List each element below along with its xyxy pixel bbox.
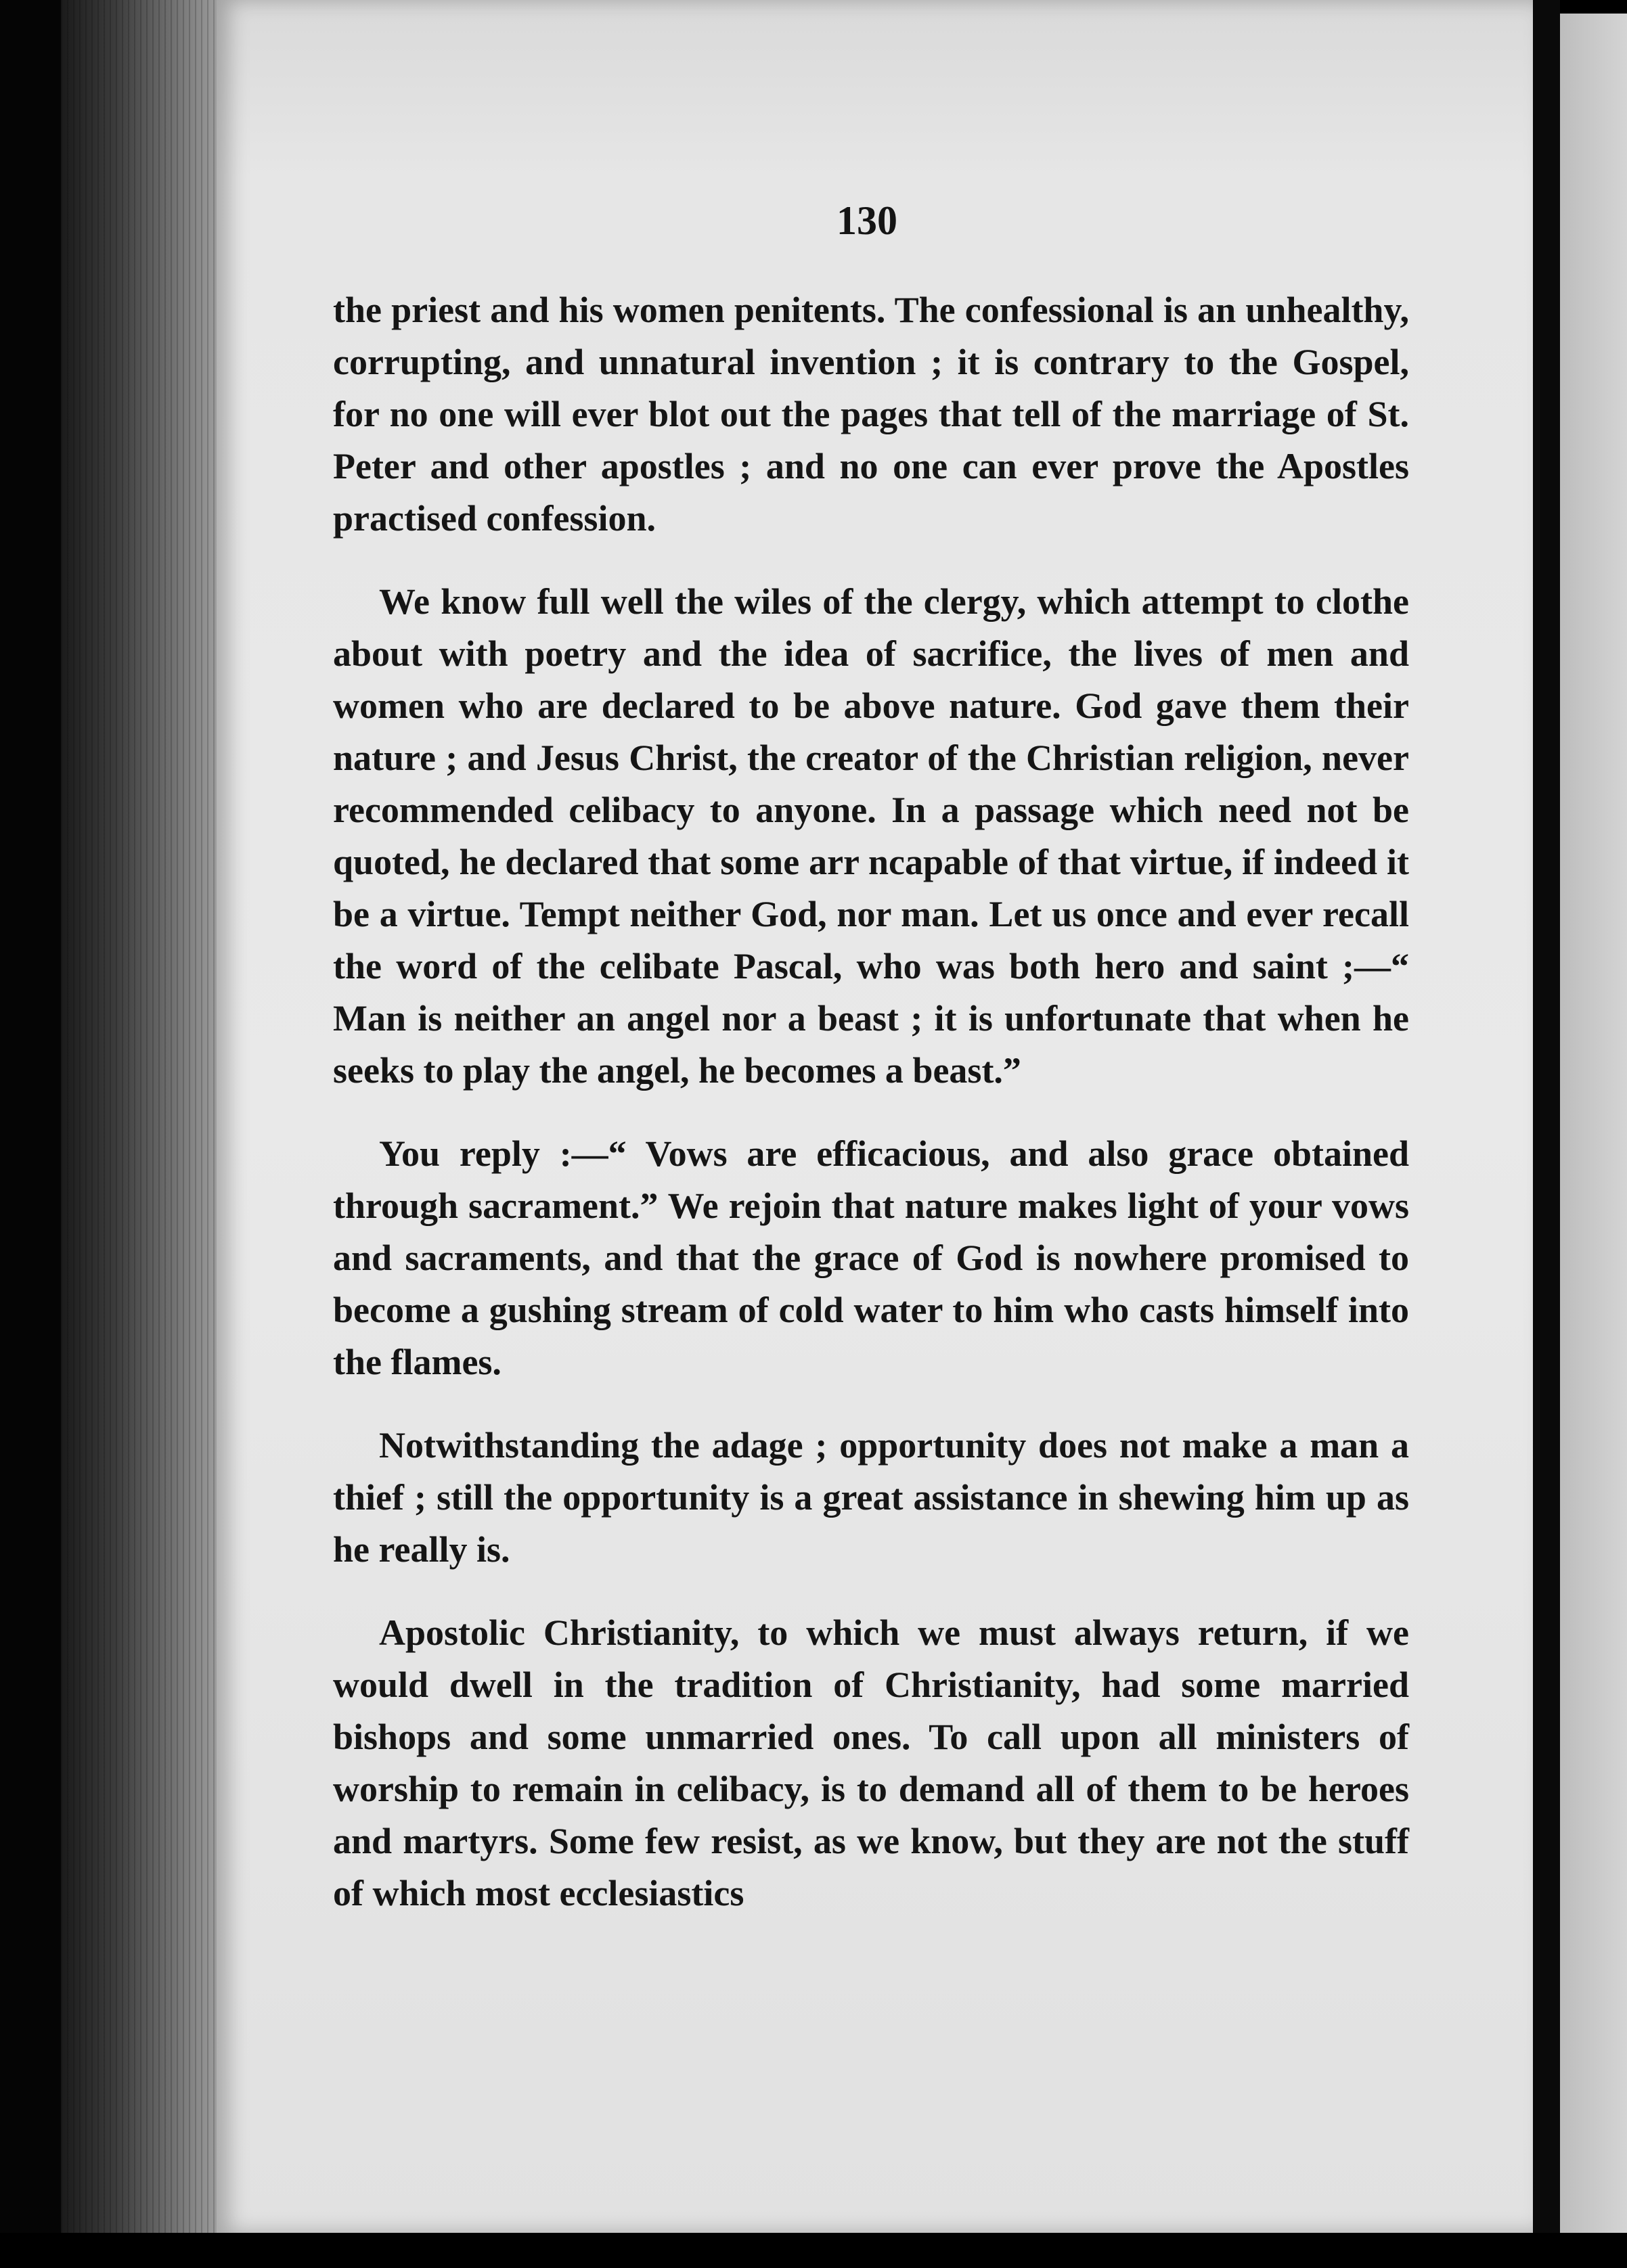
facing-page-sliver: [1560, 14, 1627, 2246]
paragraph: Apostolic Christianity, to which we must always return, if we would dwell in the tradition of Christianity, had some married bishops and some unmarried ones. To call upon all ministers of worship to remain in celibacy, is to demand all of them to be heroes and martyrs. Some few resist, as we know, but they are not the stuff of which most ecclesiastics: [333, 1612, 1409, 1913]
scan-left-edge: [0, 0, 61, 2268]
paragraph: We know full well the wiles of the clergy, which attempt to clothe about with poetry and the idea of sacrifice, the lives of men and women who are declared to be above nature. God gave them their nature ; and Jesus Christ, the creator of the Christian religion, never recommended celibacy to anyone. In a passage which need not be quoted, he declared that some arr ncapable of that virtue, if indeed it be a virtue. Tempt neither God, nor man. Let us once and ever recall the word of the celibate Pascal, who was both hero and saint ;—“ Man is neither an angel nor a beast ; it is unfortunate that when he seeks to play the angel, he becomes a beast.”: [333, 581, 1409, 1091]
page-text: [333, 284, 1409, 1951]
paragraph: Notwithstanding the adage ; opportunity does not make a man a thief ; still the opportunity is a great assistance in shewing him up as he really is.: [333, 1425, 1409, 1570]
page-number: 130: [837, 198, 897, 243]
scan-bottom-edge: [0, 2233, 1627, 2268]
paragraph: You reply :—“ Vows are efficacious, and also grace obtained through sacrament.” We rejoin that nature makes light of your vows and sacraments, and that the grace of God is nowhere promised to become a gushing stream of cold water to him who casts himself into the flames.: [333, 1133, 1409, 1382]
page-stack-edge: [61, 0, 217, 2268]
scan-gutter: [1533, 0, 1560, 2268]
paragraph-continued: the priest and his women penitents. The confessional is an unhealthy, corrupting, and unnatural invention ; it is contrary to the Gospel, for no one will ever blot out the pages that tell of the marriage of St. Peter and other apostles ; and no one can ever prove the Apostles practised confession.: [333, 290, 1409, 539]
